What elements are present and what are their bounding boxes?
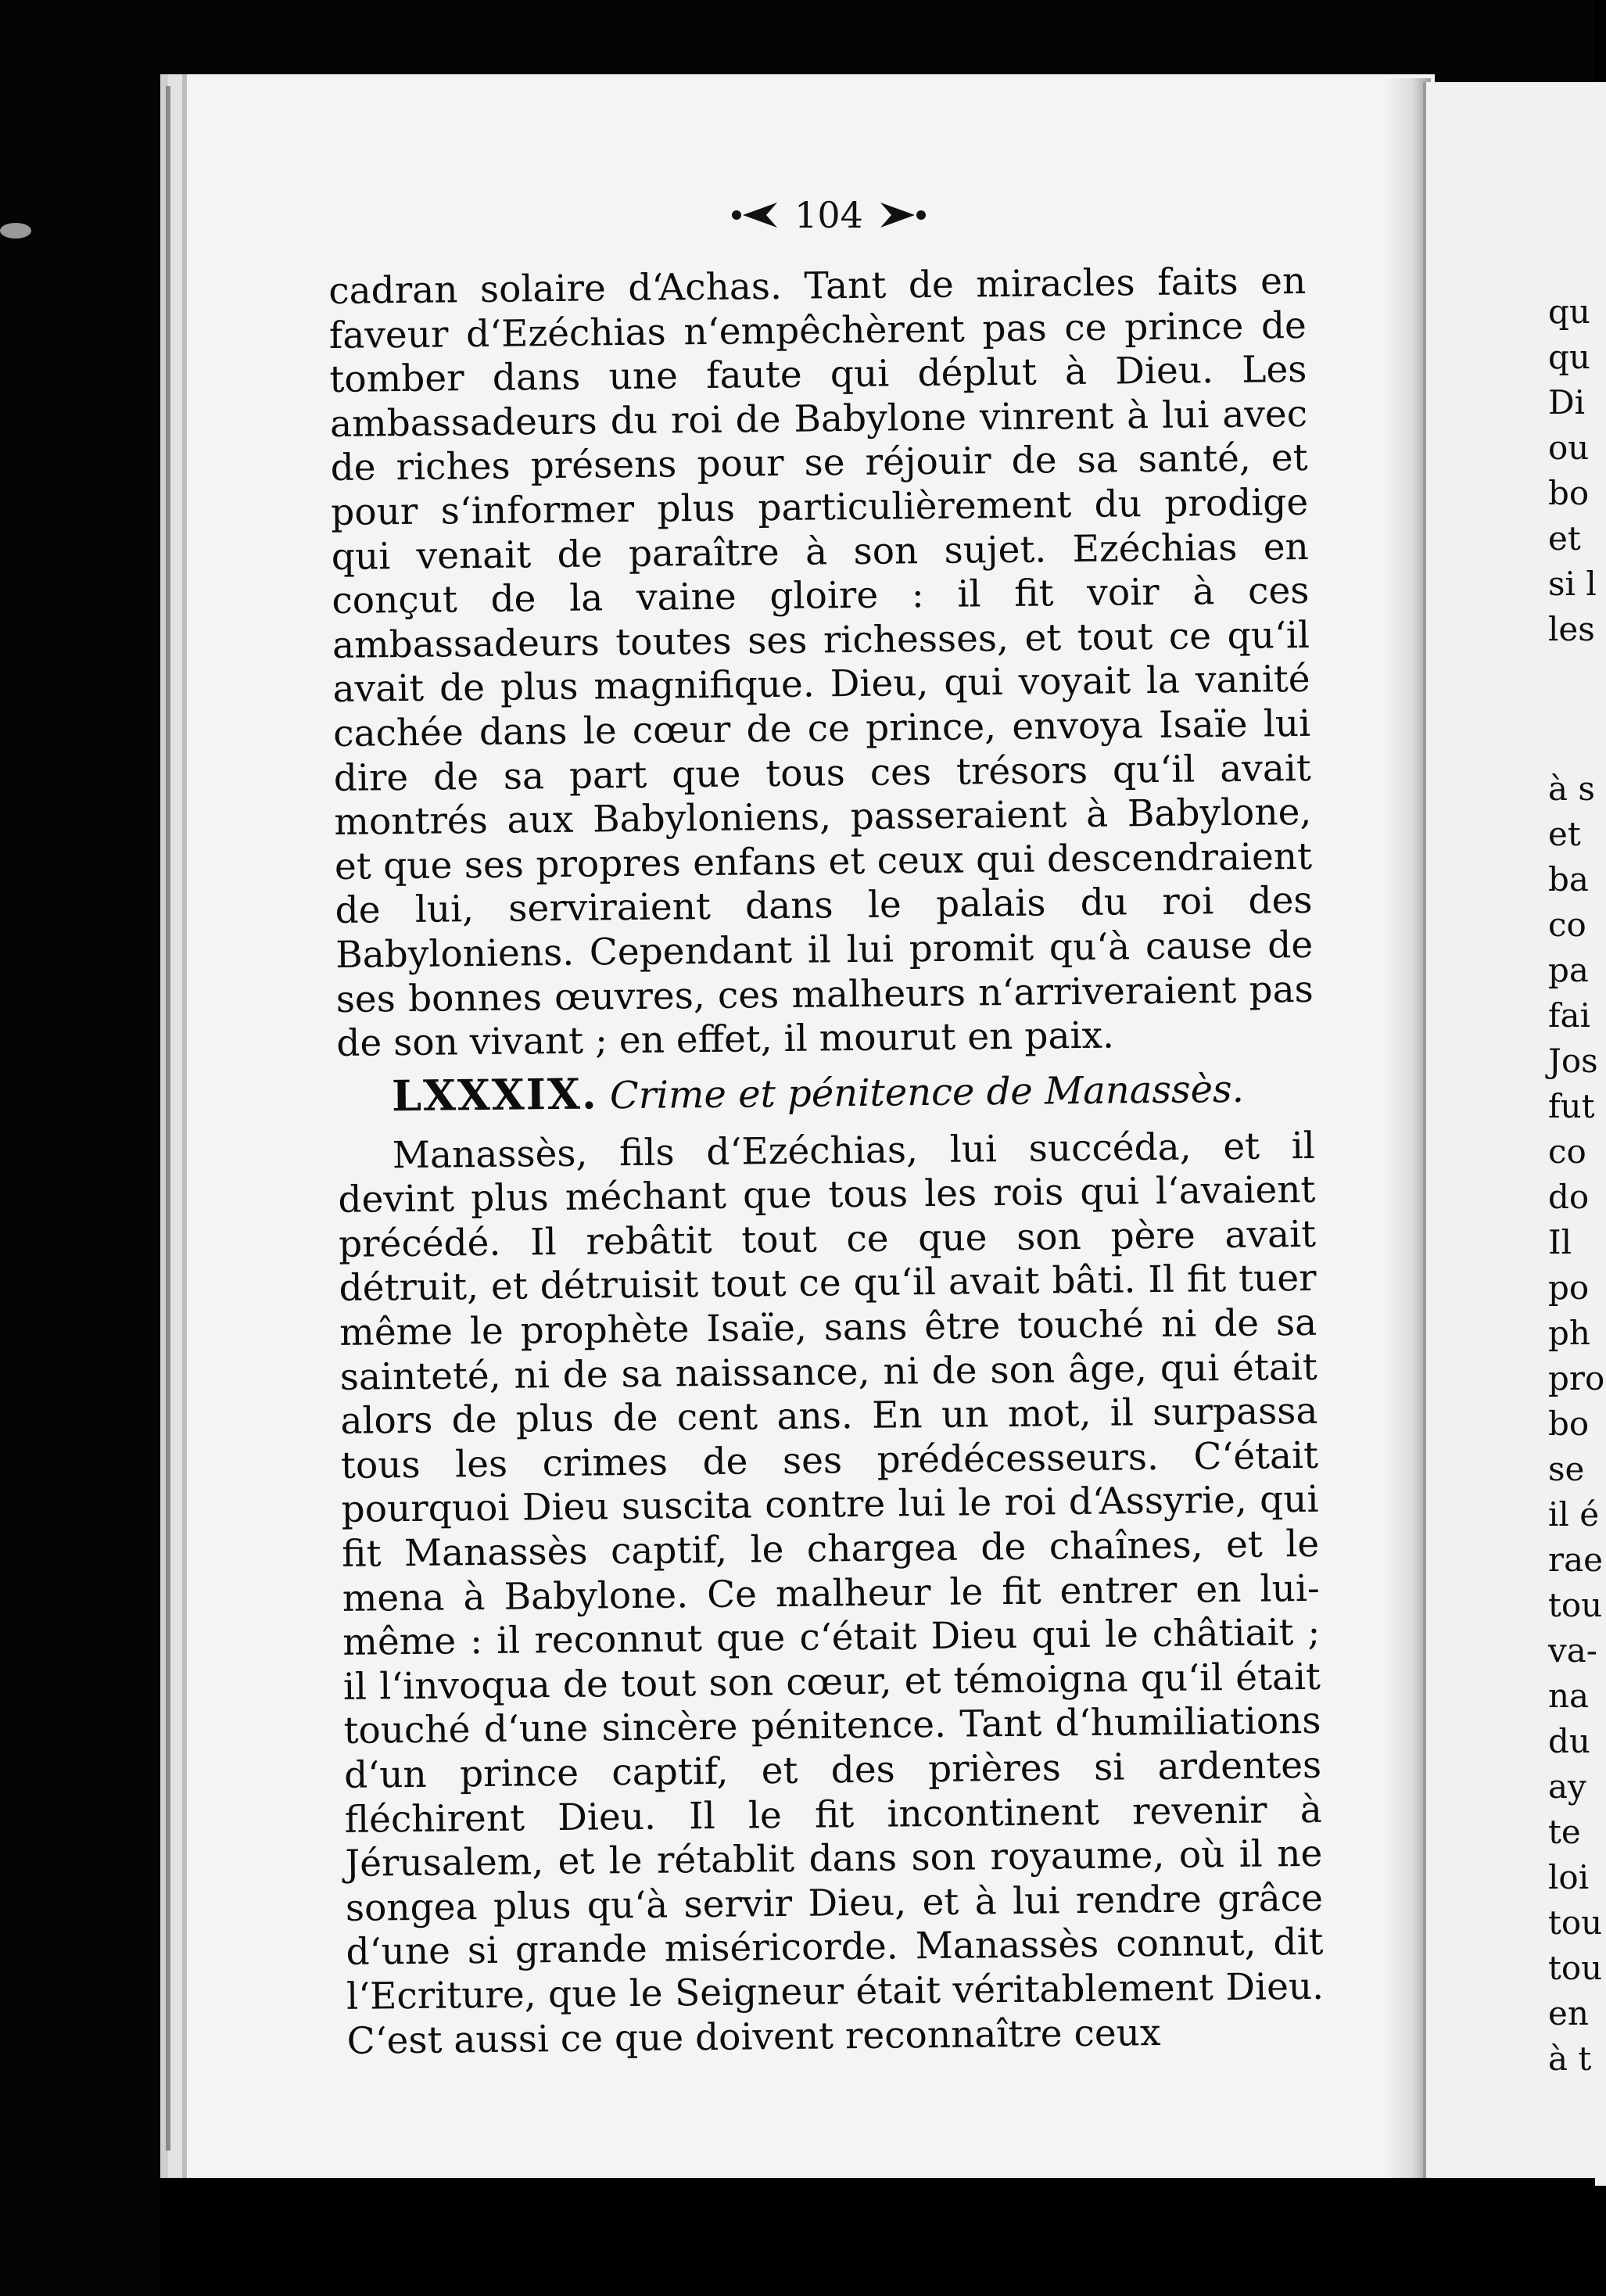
scan-border (160, 2178, 1595, 2296)
text-fragment: rae (1548, 1541, 1603, 1579)
text-fragment: ph (1548, 1314, 1590, 1352)
text-fragment: pro (1548, 1359, 1605, 1397)
text-fragment: ou (1548, 429, 1590, 467)
text-fragment: bo (1548, 474, 1590, 512)
text-fragment: bo (1548, 1405, 1590, 1443)
text-fragment: Il (1548, 1223, 1572, 1261)
text-fragment: et (1548, 815, 1581, 853)
text-fragment: tou (1548, 1586, 1603, 1624)
text-fragment: po (1548, 1268, 1590, 1307)
text-fragment: en (1548, 1994, 1589, 2032)
text-fragment: Jos (1548, 1042, 1598, 1080)
text-fragment: qu (1548, 338, 1590, 376)
page-number: 104 (794, 194, 863, 236)
text-fragment: ay (1548, 1767, 1586, 1806)
text-fragment: qu (1548, 292, 1590, 331)
text-fragment: fai (1548, 996, 1591, 1035)
text-fragment: ba (1548, 860, 1589, 899)
text-fragment: pa (1548, 951, 1589, 989)
page-header (704, 188, 954, 242)
text-fragment: et (1548, 519, 1581, 558)
text-fragment: si l (1548, 565, 1597, 603)
section-number: LXXXIX. (391, 1068, 599, 1121)
section-heading (392, 1061, 1315, 1123)
section-title: Crime et pénitence de Manassès. (609, 1067, 1245, 1118)
text-fragment: va- (1548, 1631, 1597, 1670)
text-fragment: à s (1548, 770, 1595, 808)
text-fragment: du (1548, 1722, 1590, 1760)
text-fragment: se (1548, 1450, 1585, 1488)
facing-page-fragments-bottom (1548, 766, 1603, 2082)
text-fragment: tou (1548, 1949, 1603, 1987)
text-fragment: à t (1548, 2039, 1592, 2078)
text-fragment: te (1548, 1813, 1581, 1851)
paragraph: Manassès, fils d‘Ezéchias, lui succéda, et il devint plus méchant que tous les rois qui l‘avaient précédé. Il rebâtit tout ce que son père avait détruit, et détruisit tout ce qu‘il avait bâti. Il fit tuer même le prophète Isaïe, sans être touché ni de sa sainteté, ni de sa naissance, ni de son âge, qui était alors de plus de cent ans. En un mot, il surpassa tous les crimes de ses prédécesseurs. C‘était pourquoi Dieu suscita contre lui le roi d‘Assyrie, qui fit Manassès captif, le chargea de chaînes, et le mena à Babylone. Ce malheur le fit entrer en lui-même : il reconnut que c‘était Dieu qui le châtiait ; il l‘invoqua de tout son cœur, et témoigna qu‘il était touché d‘une sincère pénitence. Tant d‘humiliations d‘un prince captif, et des prières si ardentes fléchirent Dieu. Il le fit incontinent revenir à Jérusalem, et le rétablit dans son royaume, où il ne songea plus qu‘à servir Dieu, et à lui rendre grâce d‘une si grande miséricorde. Manassès connut, dit l‘Ecriture, que le Seigneur était véritablement Dieu. C‘est aussi ce que doivent reconnaître ceux (338, 1124, 1325, 2063)
scan-speck (0, 223, 31, 239)
page-edge (166, 86, 170, 2151)
text-fragment: do (1548, 1178, 1590, 1216)
left-ornament-icon (730, 199, 780, 231)
text-fragment: les (1548, 610, 1595, 648)
text-fragment: co (1548, 1132, 1586, 1171)
right-ornament-icon (877, 199, 927, 231)
text-fragment: na (1548, 1677, 1590, 1715)
paragraph: cadran solaire d‘Achas. Tant de miracles faits en faveur d‘Ezéchias n‘empêchèrent pas ce prince de tomber dans une faute qui déplut à Dieu. Les ambassadeurs du roi de Babylone vinrent à lui avec de riches présens pour se réjouir de sa santé, et pour s‘informer plus particulièrement du prodige qui venait de paraître à son sujet. Ezéchias en conçut de la vaine gloire : il fit voir à ces ambassadeurs toutes ses richesses, et tout ce qu‘il avait de plus magnifique. Dieu, qui voyait la vanité cachée dans le cœur de ce prince, envoya Isaïe lui dire de sa part que tous ces trésors qu‘il avait montrés aux Babyloniens, passeraient à Babylone, et que ses propres enfans et ceux qui descendraient de lui, serviraient dans le palais du roi des Babyloniens. Cependant il lui promit qu‘à cause de ses bonnes œuvres, ces malheurs n‘arriveraient pas de son vivant ; en effet, il mourut en paix. (328, 259, 1314, 1066)
facing-page-fragments-top (1548, 289, 1603, 652)
text-fragment: fut (1548, 1087, 1595, 1125)
text-fragment: loi (1548, 1858, 1590, 1896)
text-fragment: il é (1548, 1495, 1600, 1534)
text-fragment: co (1548, 906, 1586, 944)
text-fragment: Di (1548, 383, 1586, 422)
text-fragment: tou (1548, 1903, 1603, 1942)
page-body (328, 260, 1325, 2064)
